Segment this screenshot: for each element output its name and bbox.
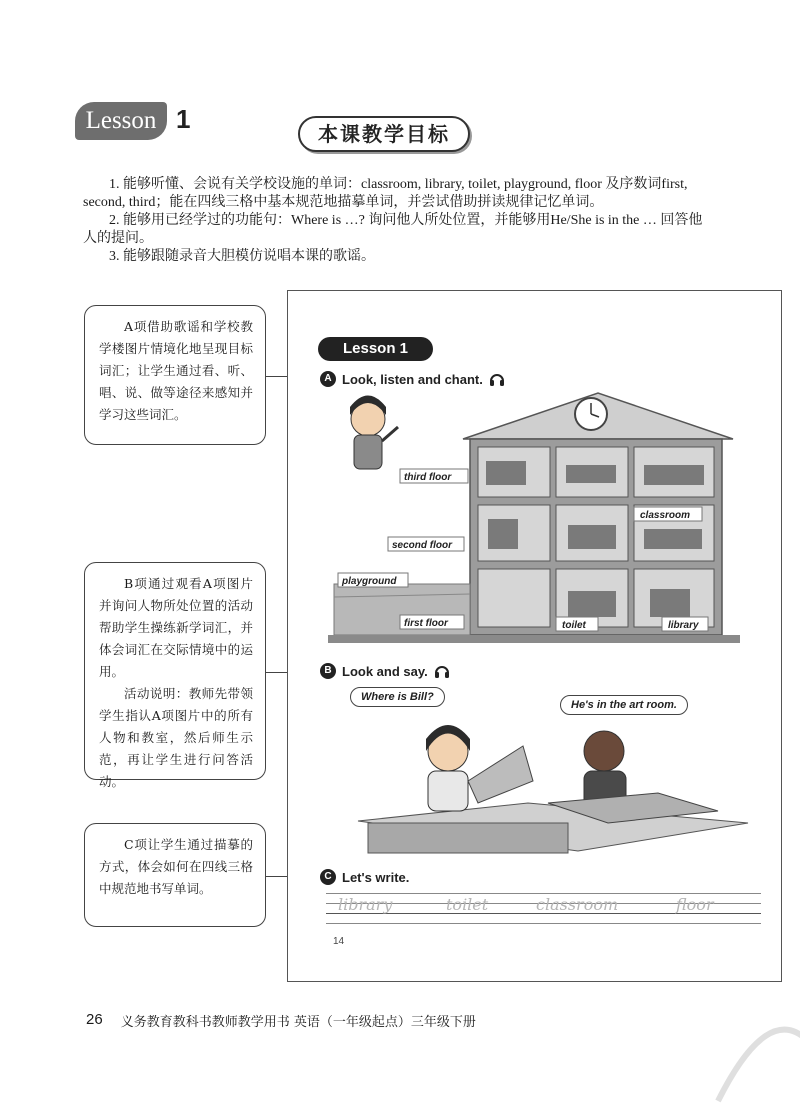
objective-item: 2. 能够用已经学过的功能句：Where is …? 询问他人所处位置，并能够用He/She is in the … 回答他人的提问。	[83, 213, 703, 246]
trace-word: toilet	[446, 895, 489, 914]
children-illustration	[328, 711, 758, 861]
speech-bubble-left: Where is Bill?	[350, 687, 445, 707]
objective-item: 3. 能够跟随录音大胆模仿说唱本课的歌谣。	[109, 249, 375, 264]
note-text: C项让学生通过描摹的方式，体会如何在四线三格中规范地书写单词。	[99, 837, 253, 896]
section-c-title: Let's write.	[342, 869, 410, 885]
label-first-floor: first floor	[404, 618, 448, 629]
trace-word: library	[338, 895, 393, 914]
girl-figure	[350, 396, 398, 470]
label-second-floor: second floor	[392, 540, 453, 551]
section-letter-a: A	[320, 371, 336, 387]
note-text: B项通过观看A项图片并询问人物所处位置的活动帮助学生操练新学词汇，并体会词汇在交际情境中的运用。	[99, 576, 253, 679]
objectives-list	[83, 176, 711, 266]
note-text: A项借助歌谣和学校教学楼图片情境化地呈现目标词汇；让学生通过看、听、唱、说、做等途径来感知并学习这些词汇。	[99, 319, 253, 422]
note-section-c	[84, 823, 266, 927]
section-c-heading	[320, 869, 409, 885]
trace-word: floor	[676, 895, 714, 914]
label-classroom: classroom	[640, 510, 691, 521]
footer-page-number: 26	[86, 1011, 103, 1028]
footer-book-title: 义务教育教科书教师教学用书 英语（一年级起点）三年级下册	[120, 1015, 476, 1030]
handwriting-lines	[326, 893, 761, 931]
section-letter-b: B	[320, 663, 336, 679]
textbook-lesson-pill: Lesson 1	[318, 337, 433, 361]
textbook-page	[287, 290, 782, 982]
section-letter-c: C	[320, 869, 336, 885]
label-third-floor: third floor	[404, 472, 452, 483]
trace-word: classroom	[536, 895, 619, 914]
label-toilet: toilet	[562, 620, 586, 631]
label-playground: playground	[342, 576, 397, 587]
publisher-watermark	[708, 981, 800, 1119]
label-library: library	[668, 620, 699, 631]
objectives-title: 本课教学目标	[298, 116, 470, 152]
guide-line	[326, 893, 761, 894]
objective-item: 1. 能够听懂、会说有关学校设施的单词：classroom, library, toilet, playground, floor 及序数词first, second, third；能在四线三格中基本规范地描摹单词，并尝试借助拼读规律记忆单词。	[83, 177, 688, 210]
page-footer	[86, 1011, 476, 1030]
note-section-b	[84, 562, 266, 789]
speech-bubble-right: He's in the art room.	[560, 695, 688, 715]
school-building-illustration	[328, 379, 748, 647]
section-a-title: Look, listen and chant.	[342, 371, 483, 387]
section-b-heading	[320, 663, 450, 679]
note-text: 活动说明：教师先带领学生指认A项图片中的所有人物和教室，然后师生示范，再让学生进行问答活动。	[99, 686, 253, 789]
note-section-a	[84, 305, 266, 445]
lesson-number: 1	[176, 104, 191, 134]
lesson-badge: Lesson	[75, 102, 167, 140]
textbook-page-number: 14	[333, 936, 345, 947]
headphones-icon[interactable]	[434, 663, 450, 679]
guide-line	[326, 923, 761, 924]
section-b-title: Look and say.	[342, 663, 428, 679]
